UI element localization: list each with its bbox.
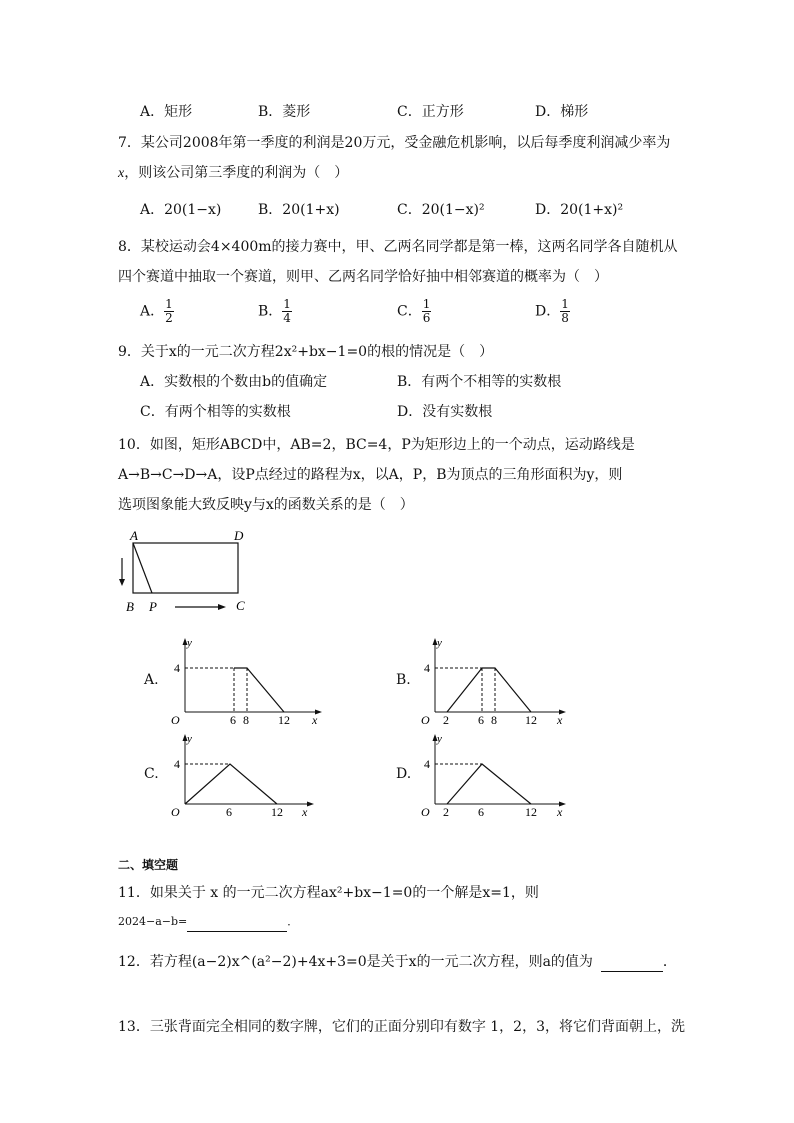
graph-b-x-label: x [557, 713, 563, 726]
graph-c-y-label: y [187, 733, 192, 745]
q8-option-c-label: C． [397, 303, 422, 320]
graph-a-x-label: x [312, 713, 318, 726]
graph-c-x-arrow-icon [307, 802, 314, 807]
graph-d [410, 728, 580, 820]
q12-stem [118, 952, 677, 972]
q8-option-d-fraction [560, 298, 570, 325]
label-b: B [126, 599, 134, 614]
q9-option-b: B．有两个不相等的实数根 [397, 374, 562, 390]
right-arrow-icon [218, 604, 226, 610]
q10-stem-line1: 10．如图，矩形ABCD中，AB=2，BC=4，P为矩形边上的一个动点，运动路线是 [118, 437, 635, 453]
q6-option-b: B．菱形 [258, 104, 311, 120]
q8-option-a-label: A． [140, 303, 165, 320]
graph-b-tick-2: 2 [443, 713, 449, 726]
q12-text: 12．若方程(a−2)x^(a²−2)+4x+3=0是关于x的一元二次方程，则a的值为 [118, 954, 593, 970]
q9-option-a: A．实数根的个数由b的值确定 [140, 374, 328, 390]
graph-c-tick-12: 12 [271, 805, 283, 819]
q6-option-a: A．矩形 [140, 104, 193, 120]
q11-answer-blank[interactable] [187, 915, 287, 932]
q10-stem-line3: 选项图象能大致反映y与x的函数关系的是（ ） [118, 497, 414, 513]
graph-a-tick-12: 12 [278, 713, 290, 726]
q7-option-a: A．20(1−x) [140, 202, 222, 218]
graph-c-origin: O [171, 805, 180, 819]
q12-answer-blank[interactable] [601, 955, 663, 972]
q8-option-d [535, 298, 570, 325]
q11-stem-line2 [118, 912, 298, 932]
q11-expression: 2024−a−b= [118, 915, 188, 928]
graph-a-origin: O [171, 713, 180, 726]
q8-option-b-fraction [282, 298, 292, 325]
graph-c-curve [185, 764, 277, 804]
q8-option-b-den: 4 [283, 311, 291, 325]
q11-stem-line1: 11．如果关于 x 的一元二次方程ax²+bx−1=0的一个解是x=1，则 [118, 885, 539, 901]
q7-option-b: B．20(1+x) [258, 202, 340, 218]
label-p: P [149, 599, 157, 614]
q8-option-a-fraction [164, 298, 174, 325]
graph-d-y-tick: 4 [424, 757, 430, 771]
q12-period: ． [662, 954, 677, 970]
graph-d-x-label: x [557, 805, 563, 819]
graph-b-origin: O [421, 713, 430, 726]
down-arrow-icon [119, 579, 125, 586]
q7-variable: x [118, 166, 125, 181]
graph-c-tick-6: 6 [226, 805, 232, 819]
graph-d-y-label: y [437, 733, 442, 745]
q7-stem-line2 [118, 163, 348, 184]
q7-stem-line1: 7．某公司2008年第一季度的利润是20万元，受金融危机影响，以后每季度利润减少率为 [118, 135, 671, 151]
q11-period: ． [287, 915, 299, 928]
graph-b-y-tick: 4 [424, 661, 430, 675]
q6-option-c: C．正方形 [397, 104, 464, 120]
q6-option-d: D．梯形 [535, 104, 589, 120]
q8-stem-line2: 四个赛道中抽取一个赛道，则甲、乙两名同学恰好抽中相邻赛道的概率为（ ） [118, 269, 608, 285]
q9-option-d: D．没有实数根 [397, 404, 493, 420]
graph-b [410, 634, 580, 726]
q7-stem-line2-text: ，则该公司第三季度的利润为（ ） [124, 165, 349, 181]
q7-option-c: C．20(1−x)² [397, 202, 485, 218]
graph-a-curve [234, 668, 284, 712]
q8-option-a-den: 2 [165, 311, 173, 325]
q8-option-d-label: D． [535, 303, 561, 320]
q8-option-c [397, 298, 431, 325]
q13-stem: 13．三张背面完全相同的数字牌，它们的正面分别印有数字 1，2，3，将它们背面朝上，洗 [118, 1019, 685, 1035]
q8-option-d-num: 1 [561, 297, 569, 311]
q8-option-a-num: 1 [165, 297, 173, 311]
graph-a-y-label: y [187, 637, 192, 649]
q8-option-c-fraction [422, 298, 432, 325]
graph-a-tick-6: 6 [230, 713, 236, 726]
graph-b-tick-8: 8 [491, 713, 497, 726]
graph-d-curve [447, 764, 531, 804]
graph-d-tick-12: 12 [525, 805, 537, 819]
graph-d-origin: O [421, 805, 430, 819]
q10-stem-line2: A→B→C→D→A，设P点经过的路程为x，以A，P，B为顶点的三角形面积为y，则 [118, 467, 623, 483]
q8-stem-line1: 8．某校运动会4×400m的接力赛中，甲、乙两名同学都是第一棒，这两名同学各自随机从 [118, 239, 678, 255]
rectangle-figure [110, 528, 260, 620]
q8-option-a [140, 298, 174, 325]
q8-option-b [258, 298, 292, 325]
q9-stem: 9．关于x的一元二次方程2x²+bx−1=0的根的情况是（ ） [118, 344, 494, 360]
q7-option-d: D．20(1+x)² [535, 202, 624, 218]
graph-b-curve [447, 668, 531, 712]
graph-b-tick-6: 6 [478, 713, 484, 726]
label-c: C [236, 598, 245, 613]
segment-ap [133, 543, 152, 593]
graph-a-option-label: A. [144, 672, 159, 688]
section-title: 二、填空题 [118, 858, 179, 872]
graph-c-option-label: C. [144, 766, 159, 782]
graph-b-tick-12: 12 [525, 713, 537, 726]
graph-b-option-label: B. [396, 672, 411, 688]
graph-c [160, 728, 330, 820]
graph-c-x-label: x [302, 805, 308, 819]
graph-d-tick-2: 2 [443, 805, 449, 819]
graph-b-y-label: y [437, 637, 442, 649]
graph-d-tick-6: 6 [478, 805, 484, 819]
graph-a-y-tick: 4 [174, 661, 180, 675]
q8-option-c-num: 1 [422, 297, 431, 311]
q8-option-c-den: 6 [422, 311, 431, 325]
label-d: D [234, 528, 244, 543]
q8-option-b-num: 1 [283, 297, 291, 311]
q8-option-b-label: B． [258, 303, 283, 320]
q9-option-c: C．有两个相等的实数根 [140, 404, 291, 420]
graph-a [160, 634, 330, 726]
label-a: A [130, 528, 138, 543]
graph-c-y-tick: 4 [174, 757, 180, 771]
graph-d-option-label: D. [396, 766, 412, 782]
q8-option-d-den: 8 [561, 311, 569, 325]
graph-a-tick-8: 8 [243, 713, 249, 726]
